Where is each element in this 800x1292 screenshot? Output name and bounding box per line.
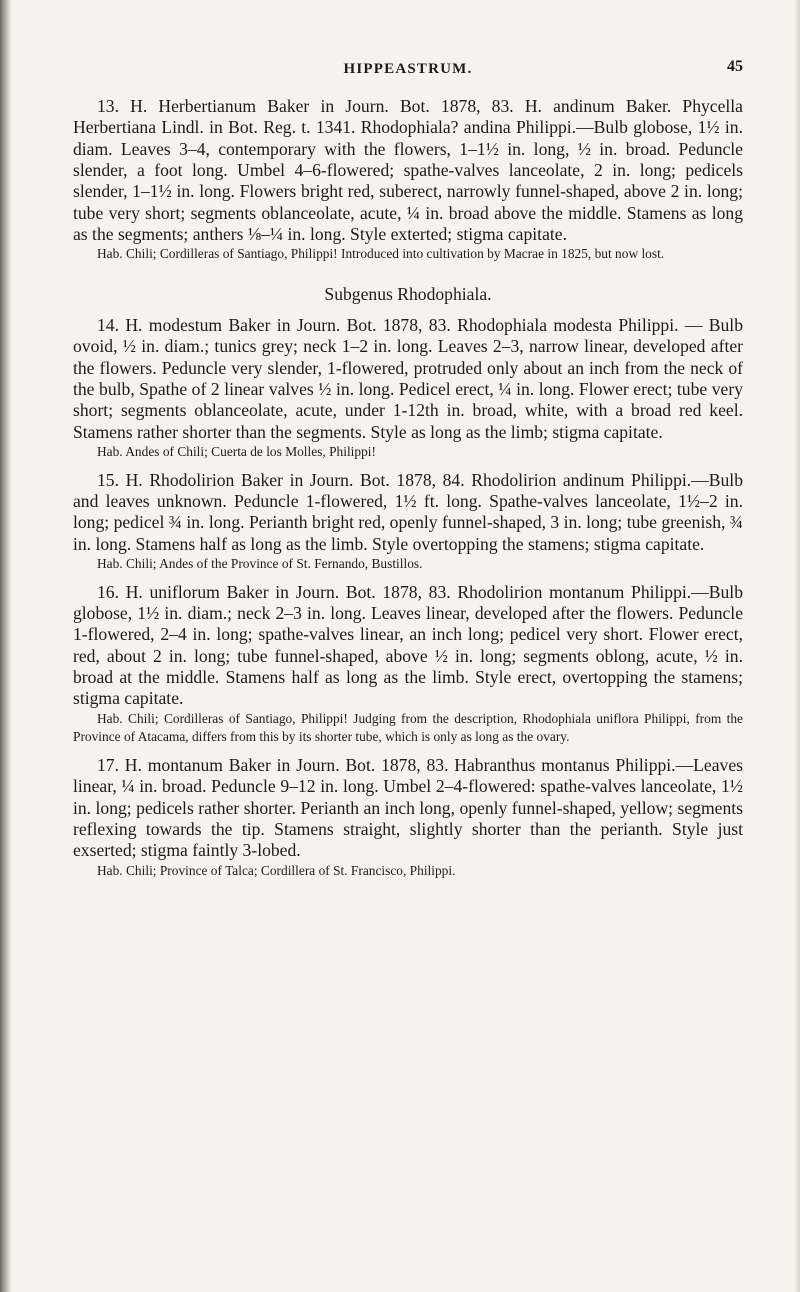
page-edge — [794, 0, 800, 1292]
page-body — [73, 96, 743, 880]
species-entry-14: 14. H. modestum Baker in Journ. Bot. 1878, 83. Rhodophiala modesta Philippi. — Bulb ovoid, ½ in. diam.; tunics grey; neck 1–2 in. long. Leaves 2–3, narrow linear, developed after the flowers. Peduncle very slender, 1-flowered, protruded only about an inch from the neck of the bulb, Spathe of 2 linear valves ½ in. long. Pedicel erect, ¼ in. long. Flower erect; tube very short; segments oblanceolate, acute, under 1-12th in. broad, white, with a broad red keel. Stamens rather shorter than the segments. Style as long as the limb; stigma capitate. — [73, 315, 743, 442]
habitat-note-15: Hab. Chili; Andes of the Province of St. Fernando, Bustillos. — [97, 556, 423, 572]
book-spine-shadow — [0, 0, 12, 1292]
species-entry-17: 17. H. montanum Baker in Journ. Bot. 1878, 83. Habranthus montanus Philippi.—Leaves linear, ¼ in. broad. Peduncle 9–12 in. long. Umbel 2–4-flowered: spathe-valves lanceolate, 1½ in. long; pedicels rather shorter. Perianth an inch long, openly funnel-shaped, yellow; segments reflexing towards the tip. Stamens straight, slightly shorter than the perianth. Style just exserted; stigma faintly 3-lobed. — [73, 754, 743, 861]
page-number: 45 — [727, 58, 743, 75]
running-head-title: HIPPEASTRUM. — [343, 61, 473, 77]
habitat-note-16: Hab. Chili; Cordilleras of Santiago, Philippi! Judging from the description, Rhodophiala uniflora Philippi, from the Province of Atacama, differs from this by its shorter tube, which is only as long as the ovary. — [73, 710, 743, 745]
habitat-note-13: Hab. Chili; Cordilleras of Santiago, Philippi! Introduced into cultivation by Macrae in 1825, but now lost. — [97, 246, 665, 262]
subgenus-heading: Subgenus Rhodophiala. — [324, 284, 492, 304]
species-entry-16: 16. H. uniflorum Baker in Journ. Bot. 1878, 83. Rhodolirion montanum Philippi.—Bulb globose, 1½ in. diam.; neck 2–3 in. long. Leaves linear, developed after the flowers. Peduncle 1-flowered, 2–4 in. long; spathe-valves linear, an inch long; pedicel very short. Flower erect, red, about 2 in. long; tube funnel-shaped, above ½ in. long; segments oblong, acute, ½ in. broad at the middle. Stamens half as long as the limb. Style erect, overtopping the stamens; stigma capitate. — [73, 581, 743, 709]
running-head — [73, 58, 743, 82]
habitat-note-17: Hab. Chili; Province of Talca; Cordillera of St. Francisco, Philippi. — [97, 862, 456, 878]
species-entry-15: 15. H. Rhodolirion Baker in Journ. Bot. 1878, 84. Rhodolirion andinum Philippi.—Bulb and leaves unknown. Peduncle 1-flowered, 1½ ft. long. Spathe-valves lanceolate, 1½–2 in. long; pedicel ¾ in. long. Perianth bright red, openly funnel-shaped, 3 in. long; tube greenish, ¾ in. long. Stamens half as long as the limb. Style overtopping the stamens; stigma capitate. — [73, 469, 743, 554]
habitat-note-14: Hab. Andes of Chili; Cuerta de los Molles, Philippi! — [97, 444, 376, 460]
species-entry-13: 13. H. Herbertianum Baker in Journ. Bot. 1878, 83. H. andinum Baker. Phycella Herbertiana Lindl. in Bot. Reg. t. 1341. Rhodophiala? andina Philippi.—Bulb globose, 1½ in. diam. Leaves 3–4, contemporary with the flowers, 1–1½ in. long, ½ in. broad. Peduncle slender, a foot long. Umbel 4–6-flowered; spathe-valves lanceolate, 2 in. long; pedicels slender, 1–1½ in. long. Flowers bright red, suberect, narrowly funnel-shaped, above 2 in. long; tube very short; segments oblanceolate, acute, ¼ in. broad above the middle. Stamens as long as the segments; anthers ⅛–¼ in. long. Style exterted; stigma capitate. — [73, 96, 743, 245]
